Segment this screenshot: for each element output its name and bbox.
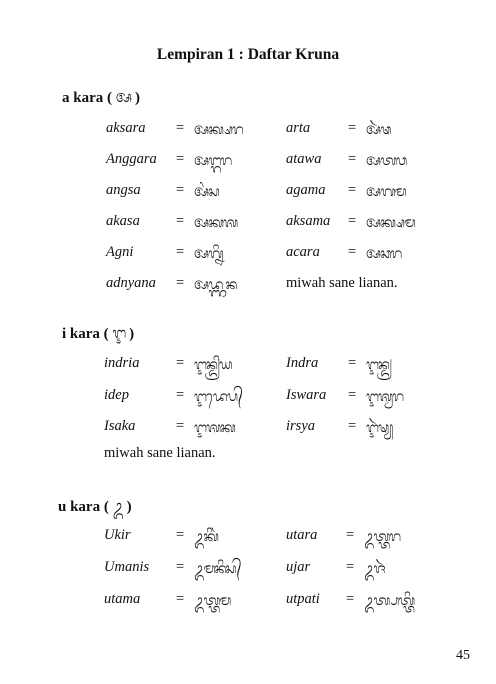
word-row <box>0 213 496 243</box>
balinese-word: ᬅᬓᬰ <box>194 215 238 231</box>
equals-sign: = <box>348 355 357 371</box>
latin-word: aksara <box>106 120 146 136</box>
balinese-word: ᬇᬰᬓ <box>194 420 235 436</box>
equals-sign: = <box>348 213 357 229</box>
balinese-word: ᬅᬓ᭄ᬱᬫ <box>366 215 415 231</box>
balinese-word: ᬉᬓᬶᬃ <box>194 529 219 545</box>
latin-word: aksama <box>286 213 331 229</box>
balinese-word: ᬉᬢ᭄ᬧᬢ᭄ᬢᬶ <box>364 593 415 609</box>
section-heading-u: u kara ( ᬉ ) <box>58 497 132 515</box>
word-row <box>0 182 496 212</box>
equals-sign: = <box>176 387 185 403</box>
equals-sign: = <box>176 355 185 371</box>
balinese-word: ᬇᬰ᭄ᬯᬭ <box>366 389 404 405</box>
latin-word: atawa <box>286 151 322 167</box>
section-letter: ᬉ <box>112 497 123 515</box>
equals-sign: = <box>346 527 355 543</box>
latin-word: arta <box>286 120 311 136</box>
equals-sign: = <box>346 559 355 575</box>
latin-word: utpati <box>286 591 320 607</box>
equals-sign: = <box>348 418 357 434</box>
balinese-word: ᬅᬓ᭄ᬱᬭ <box>194 122 243 138</box>
latin-word: irsya <box>286 418 315 434</box>
balinese-word: ᬅᬕᬫ <box>366 184 406 200</box>
equals-sign: = <box>348 244 357 260</box>
word-row <box>0 355 496 385</box>
page-number: 45 <box>456 648 470 663</box>
balinese-word: ᬉᬢ᭄ᬢᬫ <box>194 593 231 609</box>
latin-word: indria <box>104 355 140 371</box>
word-row <box>0 418 496 448</box>
latin-word: akasa <box>106 213 140 229</box>
latin-word: Iswara <box>286 387 327 403</box>
equals-sign: = <box>348 182 357 198</box>
section-letter: ᬅ <box>115 88 132 106</box>
latin-word: idep <box>104 387 129 403</box>
latin-word: acara <box>286 244 320 260</box>
balinese-word: ᬅᬕ᭄ᬦᬶ <box>194 246 223 262</box>
equals-sign: = <box>348 151 357 167</box>
latin-word: utama <box>104 591 141 607</box>
equals-sign: = <box>176 151 185 167</box>
section-heading-i: i kara ( ᬇ ) <box>62 324 135 342</box>
balinese-word: ᬉᬚᬃ <box>364 561 385 577</box>
word-row <box>0 151 496 181</box>
word-row <box>0 387 496 417</box>
latin-word: Anggara <box>106 151 157 167</box>
equals-sign: = <box>176 418 185 434</box>
closing-note: miwah sane lianan. <box>286 275 398 291</box>
latin-word: Ukir <box>104 527 131 543</box>
balinese-word: ᬅᬂᬲ <box>194 184 219 200</box>
section-letter: ᬇ <box>112 324 126 342</box>
balinese-word: ᬉᬢ᭄ᬢᬭ <box>364 529 401 545</box>
balinese-word: ᬇᬃᬱ᭄ᬬ <box>366 420 393 436</box>
closing-note: miwah sane lianan. <box>104 445 216 461</box>
balinese-word: ᬇᬤᬾᬧ᭄ <box>194 389 243 405</box>
section-heading-a: a kara ( ᬅ ) <box>62 88 141 106</box>
latin-word: agama <box>286 182 326 198</box>
balinese-word: ᬅᬃᬣ <box>366 122 391 138</box>
section-heading-label: i kara <box>62 326 100 342</box>
equals-sign: = <box>346 591 355 607</box>
word-row <box>0 244 496 274</box>
word-row <box>0 591 496 621</box>
equals-sign: = <box>176 120 185 136</box>
latin-word: utara <box>286 527 318 543</box>
word-row <box>0 559 496 589</box>
section-heading-label: a kara <box>62 90 104 106</box>
latin-word: Isaka <box>104 418 136 434</box>
page-title: Lempiran 1 : Daftar Kruna <box>156 46 340 63</box>
latin-word: Indra <box>286 355 319 371</box>
latin-word: ujar <box>286 559 311 575</box>
word-row <box>0 445 496 475</box>
balinese-word: ᬅᬘᬭ <box>366 246 402 262</box>
latin-word: adnyana <box>106 275 156 291</box>
equals-sign: = <box>176 213 185 229</box>
latin-word: angsa <box>106 182 141 198</box>
equals-sign: = <box>348 120 357 136</box>
equals-sign: = <box>348 387 357 403</box>
equals-sign: = <box>176 182 185 198</box>
balinese-word: ᬇᬦ᭄ᬤ᭄ᬭ <box>366 357 392 373</box>
latin-word: Agni <box>106 244 134 260</box>
equals-sign: = <box>176 244 185 260</box>
balinese-word: ᬅᬢᬯ <box>366 153 407 169</box>
balinese-word: ᬅᬤ᭄ᬜᬦ <box>194 277 237 293</box>
balinese-word: ᬇᬦ᭄ᬤ᭄ᬭᬶᬬ <box>194 357 232 373</box>
equals-sign: = <box>176 275 185 291</box>
latin-word: Umanis <box>104 559 150 575</box>
word-row <box>0 120 496 150</box>
equals-sign: = <box>176 527 185 543</box>
equals-sign: = <box>176 591 185 607</box>
word-row <box>0 527 496 557</box>
equals-sign: = <box>176 559 185 575</box>
balinese-word: ᬉᬫᬦᬶᬲ᭄ <box>194 561 241 577</box>
section-heading-label: u kara <box>58 499 101 515</box>
word-row <box>0 275 496 305</box>
balinese-word: ᬅᬗ᭄ᬕᬭ <box>194 153 232 169</box>
